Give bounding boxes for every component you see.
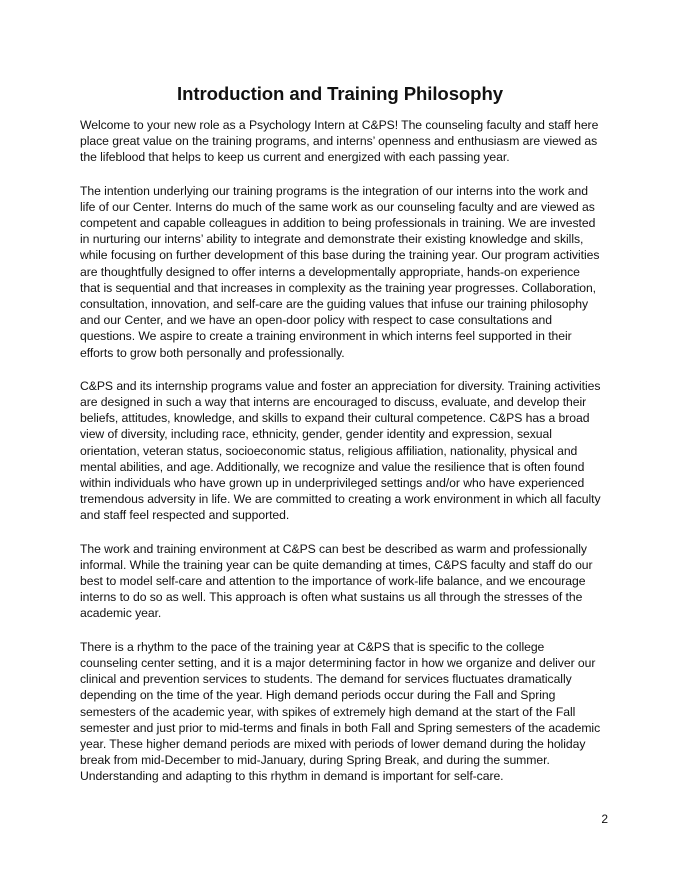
paragraph-diversity: C&PS and its internship programs value and foster an appreciation for diversity. Training activities are designed in such a way that interns are encouraged to discuss, evaluate, and develop their beliefs, attitudes, knowledge, and skills to expand their cultural competence. C&PS has a broad view of diversity, including race, ethnicity, gender, gender identity and expression, sexual orientation, veteran status, socioeconomic status, religious affiliation, nationality, physical and mental abilities, and age. Additionally, we recognize and value the resilience that is often found within individuals who have grown up in underprivileged settings and/or who have experienced tremendous adversity in life. We are committed to creating a work environment in which all faculty and staff feel respected and supported. [80, 378, 601, 523]
paragraph-training-rhythm: There is a rhythm to the pace of the training year at C&PS that is specific to the college counseling center setting, and it is a major determining factor in how we organize and deliver our clinical and prevention services to students. The demand for services fluctuates dramatically depending on the time of the year. High demand periods occur during the Fall and Spring semesters of the academic year, with spikes of extremely high demand at the start of the Fall semester and just prior to mid-terms and finals in both Fall and Spring semesters of the academic year. These higher demand periods are mixed with periods of lower demand during the holiday break from mid-December to mid-January, during Spring Break, and during the summer. Understanding and adapting to this rhythm in demand is important for self-care. [80, 639, 601, 784]
body-text [80, 117, 602, 802]
page-title: Introduction and Training Philosophy [177, 83, 503, 104]
paragraph-work-environment: The work and training environment at C&PS can best be described as warm and professionally informal. While the training year can be quite demanding at times, C&PS faculty and staff do our best to model self-care and attention to the importance of work-life balance, and we encourage interns to do so as well. This approach is often what sustains us all through the stresses of the academic year. [80, 541, 593, 621]
paragraph-welcome: Welcome to your new role as a Psychology Intern at C&PS! The counseling faculty and staff here place great value on the training programs, and interns’ openness and enthusiasm are viewed as the lifeblood that helps to keep us current and energized with each passing year. [80, 118, 599, 165]
paragraph-training-intention: The intention underlying our training programs is the integration of our interns into the work and life of our Center. Interns do much of the same work as our counseling faculty and are viewed as competent and capable colleagues in addition to being professionals in training. We are invested in nurturing our interns’ ability to integrate and demonstrate their existing knowledge and skills, while focusing on further development of this base during the training year. Our program activities are thoughtfully designed to offer interns a developmentally appropriate, hands-on experience that is sequential and that increases in complexity as the training year progresses. Collaboration, consultation, innovation, and self-care are the guiding values that infuse our training philosophy and our Center, and we have an open-door policy with respect to case consultations and questions. We aspire to create a training environment in which interns feel supported in their efforts to grow both personally and professionally. [80, 183, 600, 360]
page-number: 2 [601, 812, 608, 826]
